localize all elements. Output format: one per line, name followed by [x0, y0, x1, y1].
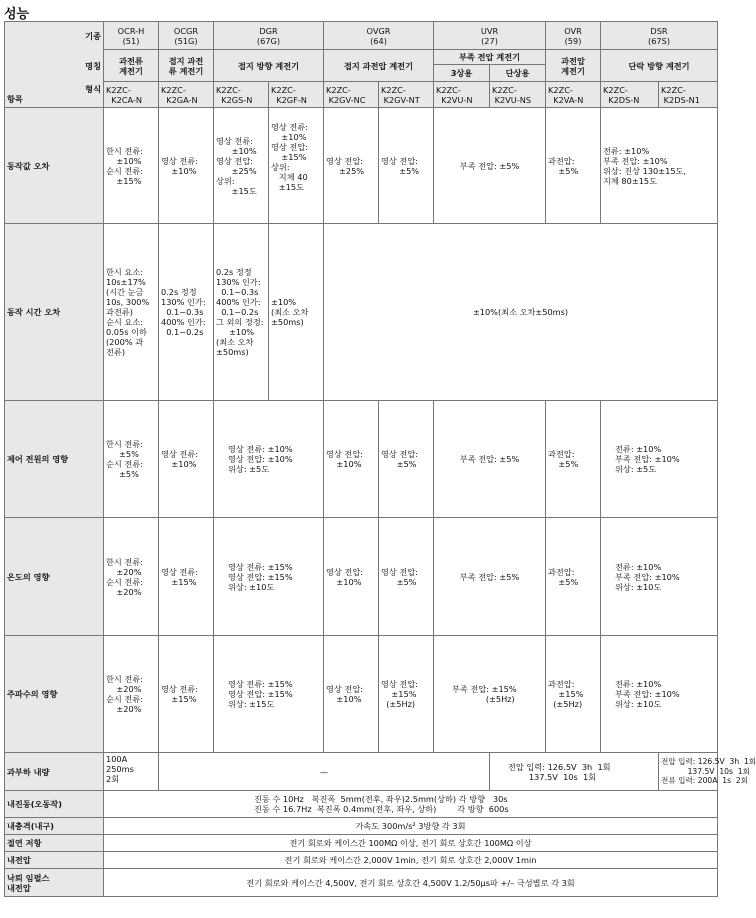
model-k2ds-n: K2ZC- K2DS-N — [601, 82, 659, 108]
type-ocgr: OCGR (51G) — [159, 22, 214, 50]
header-row-model — [5, 82, 718, 108]
name-uvr-1phase: 단상용 — [490, 65, 546, 82]
cell-freq-ocr: 한시 전류: ±20% 순시 전류: ±20% — [104, 636, 159, 753]
cell-temp-ovr: 과전압: ±5% — [546, 518, 601, 636]
cell-accuracy-ovgr-nt: 영상 전압: ±5% — [379, 108, 434, 224]
label-myeongching: 명칭 — [5, 50, 104, 82]
model-k2gv-nt: K2ZC- K2GV-NT — [379, 82, 434, 108]
model-k2gs-n: K2ZC- K2GS-N — [214, 82, 269, 108]
row-shock — [5, 818, 718, 835]
row-label-frequency: 주파수의 영향 — [5, 636, 104, 753]
label-model-item — [5, 82, 104, 108]
label-hangmok: 항목 — [7, 94, 23, 105]
row-label-insulation: 절연 저항 — [5, 835, 104, 852]
cell-control-ovgr-nc: 영상 전압: ±10% — [324, 401, 379, 518]
cell-temp-ovgr-nt: 영상 전압: ±5% — [379, 518, 434, 636]
header-row-name — [5, 50, 718, 65]
cell-temp-uvr: 부족 전압: ±5% — [434, 518, 546, 636]
cell-control-ovr: 과전압: ±5% — [546, 401, 601, 518]
cell-accuracy-uvr: 부족 전압: ±5% — [434, 108, 546, 224]
name-ovgr: 접지 과전압 계전기 — [324, 50, 434, 82]
spec-table — [4, 21, 756, 897]
cell-freq-ovgr-nt: 영상 전압: ±15% (±5Hz) — [379, 636, 434, 753]
row-vibration — [5, 791, 718, 818]
type-ovr: OVR (59) — [546, 22, 601, 50]
cell-time-dgr-gs: 0.2s 정정 130% 인가: 0.1~0.3s 400% 인가: 0.1~0.2s 그 외의 정정: ±10% (최소 오차 ±50ms) — [214, 224, 269, 401]
cell-accuracy-dsr: 전류: ±10% 부족 전압: ±10% 위상: 진상 130±15도, 지체 80±15도 — [601, 108, 718, 224]
row-label-impulse: 낙뢰 임펄스 내전압 — [5, 869, 104, 897]
row-label-shock: 내충격(내구) — [5, 818, 104, 835]
cell-time-ocgr: 0.2s 정정 130% 인가: 0.1~0.3s 400% 인가: 0.1~0.2s — [159, 224, 214, 401]
cell-control-ocgr: 영상 전류: ±10% — [159, 401, 214, 518]
cell-freq-ovgr-nc: 영상 전압: ±10% — [324, 636, 379, 753]
cell-freq-dsr: 전류: ±10% 부족 전압: ±10% 위상: ±10도 — [601, 636, 718, 753]
cell-control-uvr: 부족 전압: ±5% — [434, 401, 546, 518]
row-label-accuracy: 동작값 오차 — [5, 108, 104, 224]
cell-accuracy-ocr: 한시 전류: ±10% 순시 전류: ±15% — [104, 108, 159, 224]
row-label-temperature: 온도의 영향 — [5, 518, 104, 636]
model-k2va-n: K2ZC- K2VA-N — [546, 82, 601, 108]
row-label-vibration: 내진동(오동작) — [5, 791, 104, 818]
cell-temp-ocgr: 영상 전류: ±15% — [159, 518, 214, 636]
row-label-withstand: 내전압 — [5, 852, 104, 869]
model-k2vu-ns: K2ZC- K2VU-NS — [490, 82, 546, 108]
label-gijong: 기종 — [5, 22, 104, 50]
name-dsr: 단락 방향 계전기 — [601, 50, 718, 82]
type-dsr: DSR (67S) — [601, 22, 718, 50]
model-k2gf-n: K2ZC- K2GF-N — [269, 82, 324, 108]
label-hyeongsik: 형식 — [85, 84, 101, 95]
cell-control-ovgr-nt: 영상 전압: ±5% — [379, 401, 434, 518]
header-row-type — [5, 22, 718, 50]
cell-accuracy-dgr-gf: 영상 전류: ±10% 영상 전압: ±15% 상위: 지체 40 ±15도 — [269, 108, 324, 224]
cell-shock: 가속도 300m/s² 3방향 각 3회 — [104, 818, 718, 835]
page-title: 성능 — [4, 7, 30, 22]
cell-time-ocr: 한시 요소: 10s±17% (시간 눈금 10s, 300% 과전류) 순시 요소: 0.05s 이하 (200% 과 전류) — [104, 224, 159, 401]
model-k2gv-nc: K2ZC- K2GV-NC — [324, 82, 379, 108]
row-control-power — [5, 401, 718, 518]
row-withstand — [5, 852, 718, 869]
cell-overload-middle: — — [159, 753, 490, 791]
row-time — [5, 224, 718, 401]
cell-time-rest: ±10%(최소 오차±50ms) — [324, 224, 718, 401]
row-accuracy — [5, 108, 718, 224]
cell-control-ocr: 한시 전류: ±5% 순시 전류: ±5% — [104, 401, 159, 518]
name-uvr-3phase: 3상용 — [434, 65, 490, 82]
row-label-overload: 과부하 내량 — [5, 753, 104, 791]
cell-accuracy-ovr: 과전압: ±5% — [546, 108, 601, 224]
name-ocr: 과전류 계전기 — [104, 50, 159, 82]
cell-temp-dgr: 영상 전류: ±15% 영상 전압: ±15% 위상: ±10도 — [214, 518, 324, 636]
cell-temp-ocr: 한시 전류: ±20% 순시 전류: ±20% — [104, 518, 159, 636]
row-label-time: 동작 시간 오차 — [5, 224, 104, 401]
model-k2ca-n: K2ZC- K2CA-N — [104, 82, 159, 108]
cell-accuracy-ovgr-nc: 영상 전압: ±25% — [324, 108, 379, 224]
name-ocgr: 접지 과전 류 계전기 — [159, 50, 214, 82]
cell-withstand: 전기 회로와 케이스간 2,000V 1min, 전기 회로 상호간 2,000V 1min — [104, 852, 718, 869]
cell-insulation: 전기 회로와 케이스간 100MΩ 이상, 전기 회로 상호간 100MΩ 이상 — [104, 835, 718, 852]
cell-impulse: 전기 회로와 케이스간 4,500V, 전기 회로 상호간 4,500V 1.2/50μs파 +/– 극성별로 각 3회 — [104, 869, 718, 897]
cell-temp-ovgr-nc: 영상 전압: ±10% — [324, 518, 379, 636]
cell-vibration: 진동 수 10Hz 복진폭 5mm(전후, 좌우)2.5mm(상하) 각 방향 30s 진동 수 16.7Hz 복진폭 0.4mm(전후, 좌우, 상하) 각 방향 600s — [104, 791, 718, 818]
cell-accuracy-dgr-gs: 영상 전류: ±10% 영상 전압: ±25% 상위: ±15도 — [214, 108, 269, 224]
cell-overload-ocr: 100A 250ms 2회 — [104, 753, 159, 791]
name-ovr: 과전압 계전기 — [546, 50, 601, 82]
type-ovgr: OVGR (64) — [324, 22, 434, 50]
cell-freq-ocgr: 영상 전류: ±15% — [159, 636, 214, 753]
model-k2ga-n: K2ZC- K2GA-N — [159, 82, 214, 108]
type-uvr: UVR (27) — [434, 22, 546, 50]
cell-overload-dsr: 전압 입력: 126.5V 3h 1회 137.5V 10s 1회 전류 입력: 200A 1s 2회 — [659, 753, 718, 791]
name-dgr: 접지 방향 계전기 — [214, 50, 324, 82]
name-uvr: 부족 전압 계전기 — [434, 50, 546, 65]
model-k2vu-n: K2ZC- K2VU-N — [434, 82, 490, 108]
row-temperature — [5, 518, 718, 636]
cell-overload-uvr-ovr: 전압 입력: 126.5V 3h 1회 137.5V 10s 1회 — [490, 753, 659, 791]
cell-temp-dsr: 전류: ±10% 부족 전압: ±10% 위상: ±10도 — [601, 518, 718, 636]
cell-control-dgr: 영상 전류: ±10% 영상 전압: ±10% 위상: ±5도 — [214, 401, 324, 518]
cell-accuracy-ocgr: 영상 전류: ±10% — [159, 108, 214, 224]
cell-freq-uvr: 부족 전압: ±15% (±5Hz) — [434, 636, 546, 753]
cell-control-dsr: 전류: ±10% 부족 전압: ±10% 위상: ±5도 — [601, 401, 718, 518]
cell-freq-dgr: 영상 전류: ±15% 영상 전압: ±15% 위상: ±15도 — [214, 636, 324, 753]
row-frequency — [5, 636, 718, 753]
row-label-control-power: 제어 전원의 영향 — [5, 401, 104, 518]
row-impulse — [5, 869, 718, 897]
cell-time-dgr-gf: ±10% (최소 오차 ±50ms) — [269, 224, 324, 401]
type-dgr: DGR (67G) — [214, 22, 324, 50]
row-overload — [5, 753, 718, 791]
type-ocr: OCR-H (51) — [104, 22, 159, 50]
model-k2ds-n1: K2ZC- K2DS-N1 — [659, 82, 718, 108]
cell-freq-ovr: 과전압: ±15% (±5Hz) — [546, 636, 601, 753]
row-insulation — [5, 835, 718, 852]
